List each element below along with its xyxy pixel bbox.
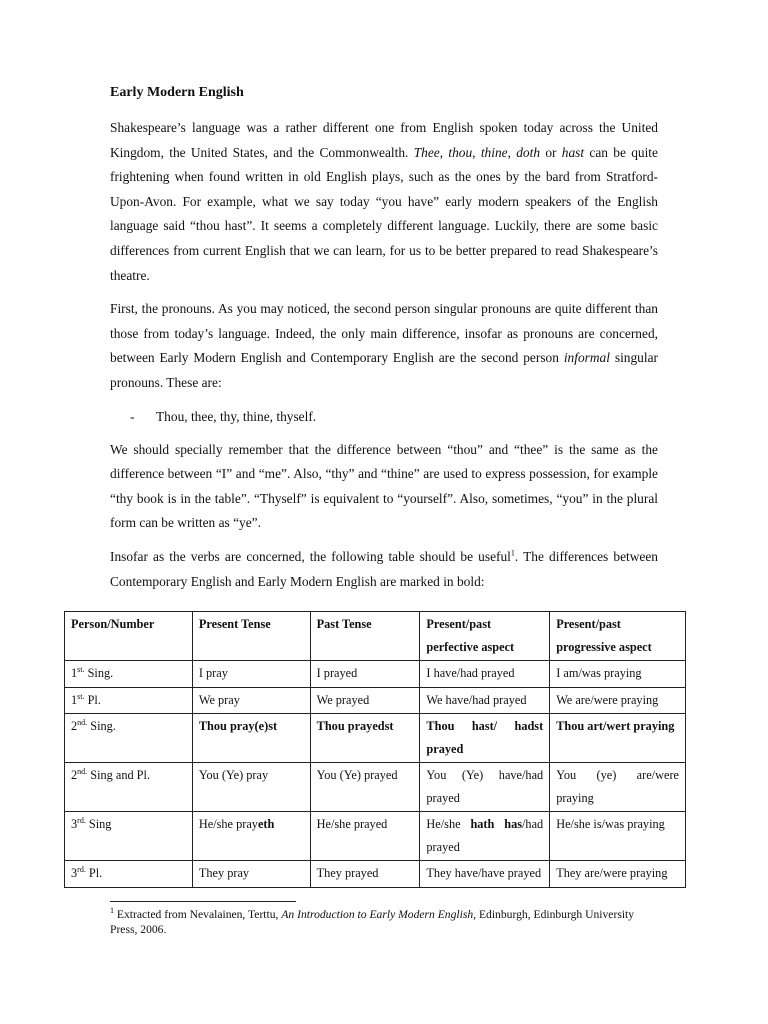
- text-run: 1: [71, 692, 78, 707]
- table-cell: You (ye) are/were praying: [550, 763, 686, 812]
- ordinal-suffix: rd.: [77, 815, 86, 825]
- table-cell: [192, 812, 310, 861]
- table-cell-bold: Thou hast/ hadst prayed: [420, 714, 550, 763]
- text-run: Insofar as the verbs are concerned, the following table should be useful: [110, 548, 511, 564]
- text-run: 1: [71, 666, 78, 680]
- person-cell: [65, 763, 193, 812]
- text-run: , Edinburgh, Edinburgh University Press, 2006.: [110, 908, 635, 936]
- ordinal-suffix: nd.: [77, 717, 88, 727]
- table-cell: We are/were praying: [550, 687, 686, 714]
- table-row: [65, 812, 686, 861]
- text-run: He/she pray: [198, 817, 258, 831]
- text-run: can be quite frightening when found written in old English plays, such as the ones by the bard from Stratford-Upon-Avon. For example, what we say today “you have” early modern speakers of the English language said “thou hast”. It seems a completely different language. Luckily, there are some basic differences from current English that we can learn, for us to be better prepared to read Shakespeare’s theatre.: [110, 144, 658, 283]
- table-cell: We prayed: [310, 687, 420, 714]
- table-cell: [420, 812, 550, 861]
- italic-term: hast: [561, 144, 585, 160]
- text-run: Pl.: [85, 866, 103, 880]
- text-run: ,: [439, 144, 449, 160]
- italic-term: informal: [563, 350, 610, 366]
- text-run: . The differences between Contemporary English and Early Modern English are marked in bold:: [110, 548, 658, 589]
- header-cell: Present/past perfective aspect: [420, 612, 550, 661]
- table-row: [65, 763, 686, 812]
- italic-term: doth: [516, 144, 541, 160]
- ordinal-suffix: st.: [77, 664, 85, 674]
- ordinal-suffix: nd.: [77, 766, 88, 776]
- verb-table: [64, 611, 686, 888]
- ordinal-suffix: rd.: [77, 864, 86, 874]
- bold-run: eth: [257, 817, 275, 831]
- text-run: singular pronouns. These are:: [110, 350, 658, 390]
- text-run: Extracted from Nevalainen, Terttu,: [114, 908, 282, 921]
- text-run: ,: [472, 144, 481, 160]
- text-run: He/she: [426, 817, 471, 831]
- footnote-ref[interactable]: 1: [510, 548, 515, 558]
- table-cell: He/she prayed: [310, 812, 420, 861]
- table-cell: I pray: [192, 661, 310, 688]
- table-cell-bold: Thou prayedst: [310, 714, 420, 763]
- text-run: 3: [71, 866, 78, 880]
- bold-run: has: [504, 817, 523, 831]
- person-cell: [65, 714, 193, 763]
- table-cell: They prayed: [310, 861, 420, 888]
- text-run: First, the pronouns. As you may noticed, the second person singular pronouns are quite different than those from today’s language. Indeed, the only main difference, insofar as pronouns are concerned, between Early Modern English and Contemporary English are the second person: [110, 301, 658, 366]
- text-run: Sing.: [84, 666, 114, 680]
- text-run: Sing and Pl.: [87, 768, 151, 782]
- italic-term: thine: [480, 144, 508, 160]
- footnote: [110, 907, 658, 937]
- document-body: [110, 82, 658, 603]
- table-cell: I prayed: [310, 661, 420, 688]
- table-cell: You (Ye) have/had prayed: [420, 763, 550, 812]
- table-cell: They have/have prayed: [420, 861, 550, 888]
- table-cell: I am/was praying: [550, 661, 686, 688]
- text-run: 2: [71, 719, 78, 733]
- bullet-text: Thou, thee, thy, thine, thyself.: [156, 408, 317, 424]
- ordinal-suffix: st.: [77, 691, 85, 701]
- text-run: 2: [71, 768, 78, 782]
- table-header-row: [65, 612, 686, 661]
- table-cell: You (Ye) pray: [192, 763, 310, 812]
- paragraph-1: [110, 116, 658, 288]
- footnote-divider: [110, 901, 296, 902]
- table-row: [65, 687, 686, 714]
- section-title: Early Modern English: [110, 85, 244, 100]
- italic-term: Thee: [413, 144, 440, 160]
- text-run: or: [540, 144, 562, 160]
- text-run: ,: [507, 144, 517, 160]
- bullet-marker: -: [130, 408, 135, 424]
- paragraph-2: [110, 297, 658, 395]
- bold-run: hath: [470, 817, 495, 831]
- header-cell: Person/Number: [65, 612, 193, 661]
- table-cell: They pray: [192, 861, 310, 888]
- text-run: 3: [71, 817, 78, 831]
- text-run: Shakespeare’s language was a rather different one from English spoken today across the United Kingdom, the United States, and the Commonwealth.: [110, 120, 658, 160]
- table-cell-bold: Thou pray(e)st: [192, 714, 310, 763]
- table-cell: We pray: [192, 687, 310, 714]
- person-cell: [65, 861, 193, 888]
- header-cell: Past Tense: [310, 612, 420, 661]
- italic-term: thou: [448, 144, 473, 160]
- table-row: [65, 661, 686, 688]
- person-cell: [65, 812, 193, 861]
- paragraph-3: We should specially remember that the difference between “thou” and “thee” is the same as the difference between “I” and “me”. Also, “thy” and “thine” are used to express possession, for example “thy book is in the table”. “Thyself” is equivalent to “yourself”. Also, sometimes, “you” in the plural form can be written as “ye”.: [110, 441, 658, 531]
- italic-title: An Introduction to Early Modern English: [281, 908, 474, 921]
- text-run: Sing: [85, 817, 112, 831]
- header-cell: Present Tense: [192, 612, 310, 661]
- table-cell: I have/had prayed: [420, 661, 550, 688]
- text-run: Sing.: [87, 719, 116, 733]
- footnote-marker: 1: [110, 906, 114, 916]
- paragraph-4: [110, 545, 658, 594]
- table-cell: We have/had prayed: [420, 687, 550, 714]
- header-cell: Present/past progressive aspect: [550, 612, 686, 661]
- person-cell: [65, 661, 193, 688]
- text-run: Pl.: [84, 692, 101, 707]
- table-cell: He/she is/was praying: [550, 812, 686, 861]
- table-cell: You (Ye) prayed: [310, 763, 420, 812]
- table-cell: They are/were praying: [550, 861, 686, 888]
- table-row: [65, 861, 686, 888]
- bullet-item: [130, 405, 658, 429]
- text-run: /had prayed: [426, 817, 544, 854]
- table-row: [65, 714, 686, 763]
- table-cell-bold: Thou art/wert praying: [550, 714, 686, 763]
- person-cell: [65, 687, 193, 714]
